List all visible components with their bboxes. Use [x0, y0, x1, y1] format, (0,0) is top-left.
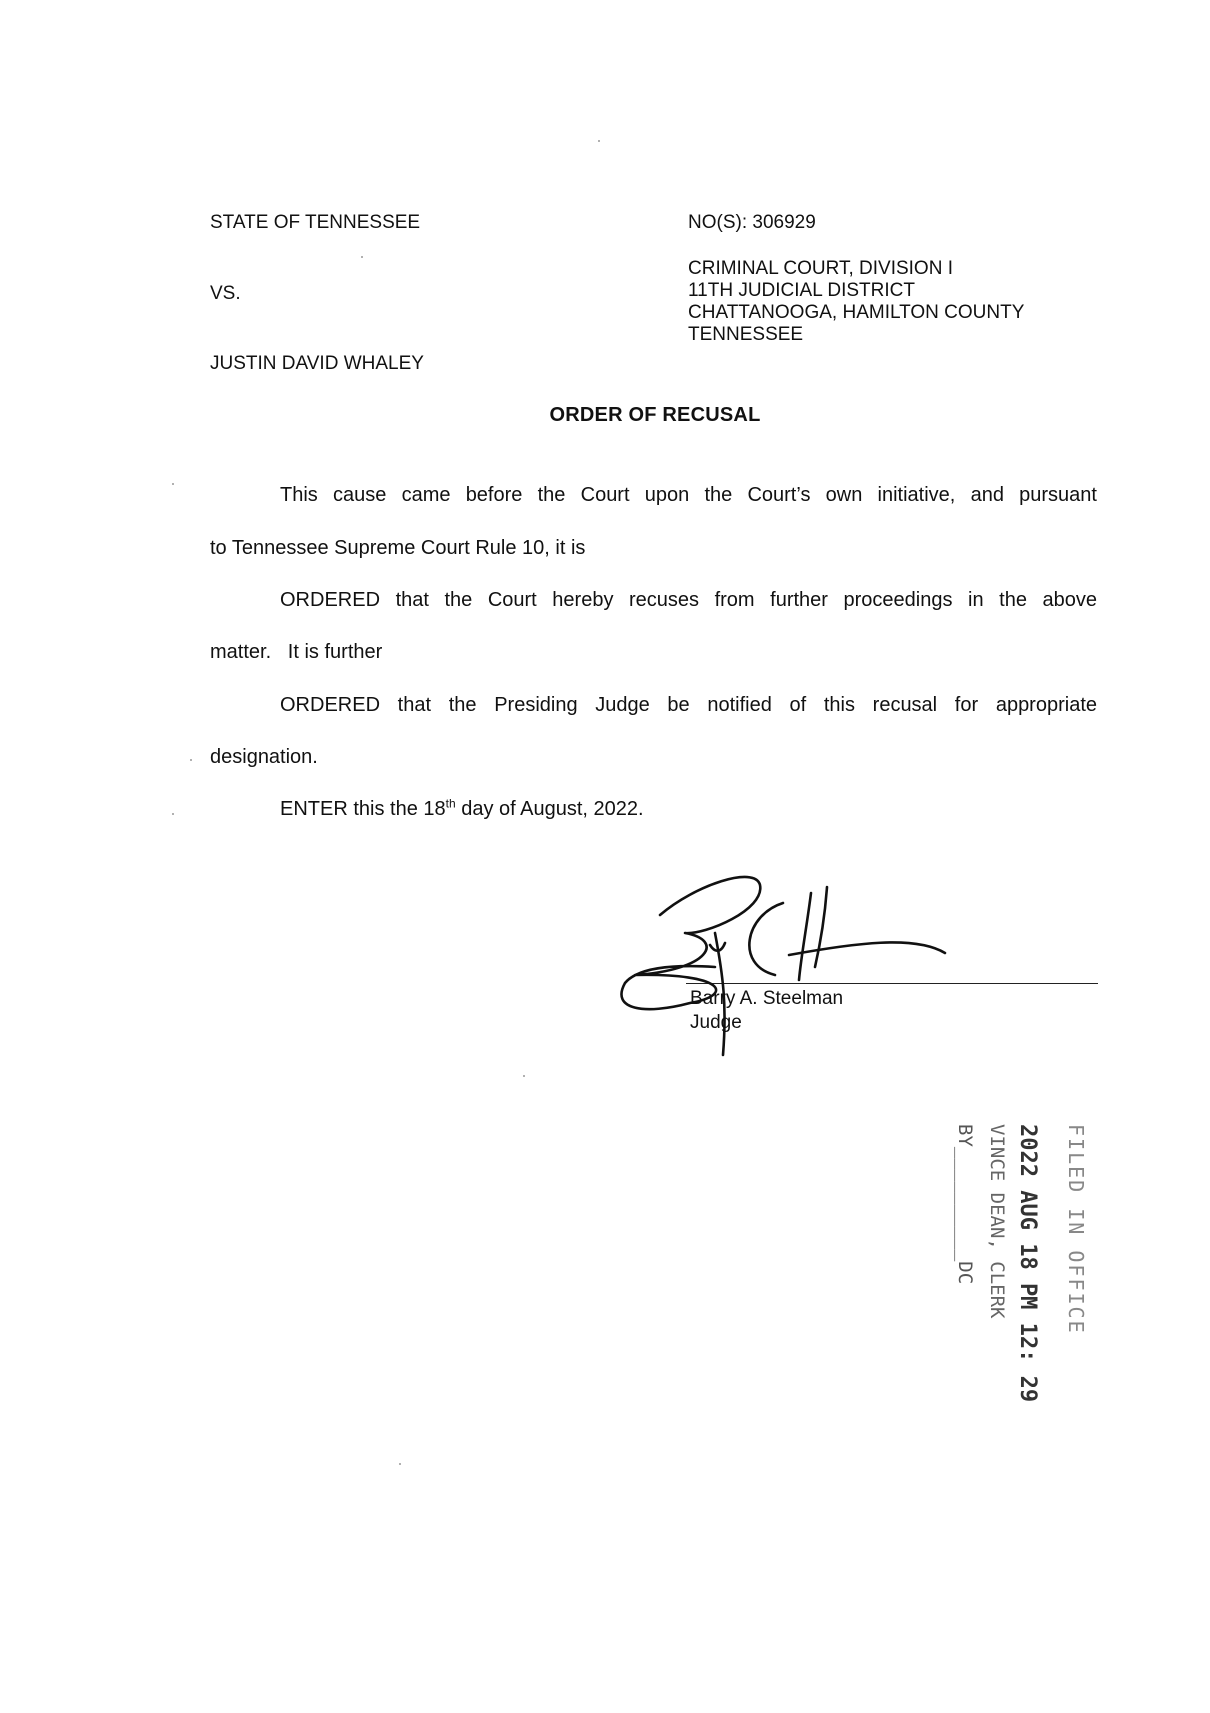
enter-date-ordinal: th — [445, 796, 456, 811]
scan-speck — [523, 1075, 525, 1077]
paragraph-2-line-2: matter. It is further — [210, 641, 383, 663]
paragraph-1-line-2: to Tennessee Supreme Court Rule 10, it is — [210, 537, 586, 559]
court-line-county: CHATTANOOGA, HAMILTON COUNTY — [688, 302, 1025, 323]
enter-date-prefix: ENTER this the 18 — [280, 798, 446, 820]
signature-stroke-h-right — [815, 887, 827, 967]
scan-speck — [190, 759, 192, 761]
handwritten-signature — [615, 855, 975, 1085]
plaintiff-name: STATE OF TENNESSEE — [210, 212, 421, 233]
paragraph-3-line-1: ORDERED that the Presiding Judge be notified of this recusal for appropriate — [280, 694, 1097, 716]
scan-speck — [172, 813, 174, 815]
signature-stroke-h-left — [799, 893, 811, 980]
stamp-date-time: 2022 AUG 18 PM 12: 29 — [1015, 1124, 1040, 1403]
paragraph-1-line-1: This cause came before the Court upon the Court’s own initiative, and pursuant — [280, 484, 1097, 506]
court-block — [688, 258, 1024, 346]
enter-date-line — [280, 797, 1097, 821]
case-number: NO(S): 306929 — [688, 212, 816, 233]
signer-name: Barry A. Steelman — [690, 988, 844, 1009]
paragraph-2-line-1: ORDERED that the Court hereby recuses from further proceedings in the above — [280, 589, 1097, 611]
court-line-division: CRIMINAL COURT, DIVISION I — [688, 258, 953, 279]
signer-title: Judge — [690, 1012, 742, 1033]
scan-speck — [399, 1463, 401, 1465]
signature-stroke-tail — [789, 942, 945, 955]
signature-stroke-s — [749, 903, 783, 975]
stamp-clerk-name: VINCE DEAN, CLERK — [986, 1124, 1008, 1319]
court-line-state: TENNESSEE — [688, 324, 804, 345]
court-line-district: 11TH JUDICIAL DISTRICT — [688, 280, 915, 301]
scan-speck — [361, 256, 363, 258]
versus-label: VS. — [210, 283, 241, 304]
stamp-deputy-clerk-line: BY__________DC — [954, 1124, 976, 1285]
stamp-filed-in-office: FILED IN OFFICE — [1064, 1124, 1088, 1335]
enter-date-suffix: day of August, 2022. — [455, 798, 644, 820]
scan-speck — [598, 140, 600, 142]
document-title: ORDER OF RECUSAL — [549, 404, 761, 426]
scan-speck — [172, 483, 174, 485]
paragraph-3-line-2: designation. — [210, 746, 318, 768]
defendant-name: JUSTIN DAVID WHALEY — [210, 353, 424, 374]
